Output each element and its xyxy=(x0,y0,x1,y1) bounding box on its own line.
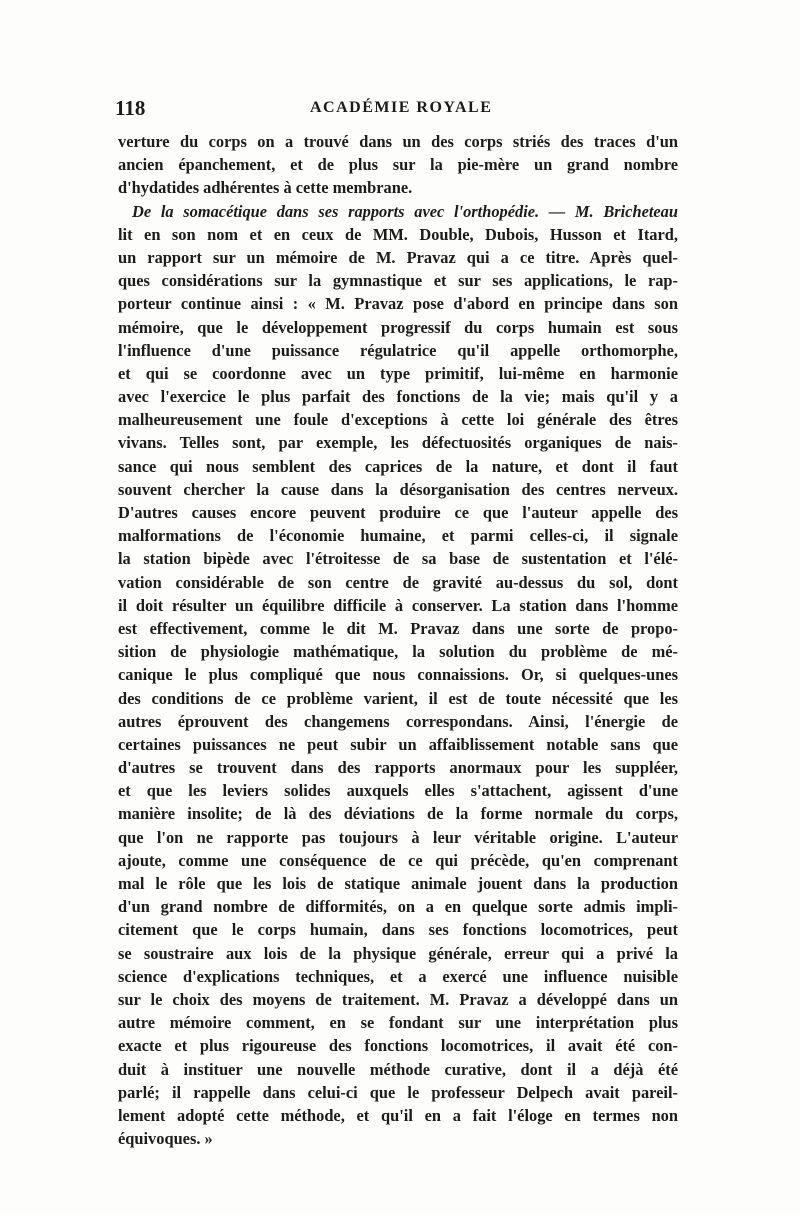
text-line: des conditions de ce problème varient, il est de toute nécessité que les xyxy=(118,688,678,708)
text-line: d'autres se trouvent dans des rapports anormaux pour les suppléer, xyxy=(118,758,678,778)
text-line: sition de physiologie mathématique, la solution du problème de mé- xyxy=(118,642,678,662)
text-line: citement que le corps humain, dans ses fonctions locomotrices, peut xyxy=(118,920,678,940)
text-line: mémoire, que le développement progressif du corps humain est sous xyxy=(118,317,678,337)
text-line: ques considérations sur la gymnastique et sur ses applications, le rap- xyxy=(118,271,678,291)
text-line: lement adopté cette méthode, et qu'il en a fait l'éloge en termes non xyxy=(118,1105,678,1125)
text-line: équivoques. » xyxy=(118,1129,213,1149)
text-line: que l'on ne rapporte pas toujours à leur véritable origine. L'auteur xyxy=(118,827,678,847)
text-line: ajoute, comme une conséquence de ce qui précède, qu'en comprenant xyxy=(118,850,678,870)
text-line: il doit résulter un équilibre difficile à conserver. La station dans l'homme xyxy=(118,595,678,615)
text-line: D'autres causes encore peuvent produire ce que l'auteur appelle des xyxy=(118,503,678,522)
text-line: malheureusement une foule d'exceptions à cette loi générale des êtres xyxy=(118,410,678,430)
page-header xyxy=(115,96,680,122)
text-line: malformations de l'économie humaine, et parmi celles-ci, il signale xyxy=(118,526,678,546)
page-number: 118 xyxy=(115,96,146,120)
text-line: souvent chercher la cause dans la désorganisation des centres nerveux. xyxy=(118,479,678,499)
text-line: autres éprouvent des changemens correspondans. Ainsi, l'énergie de xyxy=(118,711,678,731)
text-line: se soustraire aux lois de la physique générale, erreur qui a privé la xyxy=(118,943,678,963)
text-line: ancien épanchement, et de plus sur la pie-mère un grand nombre xyxy=(118,155,678,175)
text-line: canique le plus compliqué que nous connaissions. Or, si quelques-unes xyxy=(118,665,678,685)
running-head: ACADÉMIE ROYALE xyxy=(310,99,493,116)
text-line: porteur continue ainsi : « M. Pravaz pose d'abord en principe dans son xyxy=(118,294,678,314)
text-line: est effectivement, comme le dit M. Pravaz dans une sorte de propo- xyxy=(118,618,678,638)
text-line: lit en son nom et en ceux de MM. Double, Dubois, Husson et Itard, xyxy=(118,224,678,244)
text-line: parlé; il rappelle dans celui-ci que le professeur Delpech avait pareil- xyxy=(118,1082,678,1102)
text-line: d'un grand nombre de difformités, on a en quelque sorte admis impli- xyxy=(118,897,678,917)
body-text xyxy=(118,130,678,1150)
text-line: duit à instituer une nouvelle méthode curative, dont il a déjà été xyxy=(118,1059,678,1079)
text-line: science d'explications techniques, et a exercé une influence nuisible xyxy=(118,966,678,986)
text-line: mal le rôle que les lois de statique animale jouent dans la production xyxy=(118,874,678,893)
text-line: d'hydatides adhérentes à cette membrane. xyxy=(118,178,413,198)
text-line: l'influence d'une puissance régulatrice qu'il appelle orthomorphe, xyxy=(118,340,678,360)
text-line: la station bipède avec l'étroitesse de sa base de sustentation et l'élé- xyxy=(118,549,678,569)
text-line: un rapport sur un mémoire de M. Pravaz qui a ce titre. Après quel- xyxy=(118,247,678,267)
text-line: sance qui nous semblent des caprices de la nature, et dont il faut xyxy=(118,456,678,476)
text-line: verture du corps on a trouvé dans un des corps striés des traces d'un xyxy=(118,132,678,151)
text-line: vivans. Telles sont, par exemple, les défectuosités organiques de nais- xyxy=(118,433,678,453)
text-line: et que les leviers solides auxquels elles s'attachent, agissent d'une xyxy=(118,781,678,801)
text-line: exacte et plus rigoureuse des fonctions locomotrices, il avait été con- xyxy=(118,1036,678,1056)
text-line: et qui se coordonne avec un type primitif, lui-même en harmonie xyxy=(118,363,678,383)
text-line: manière insolite; de là des déviations de la forme normale du corps, xyxy=(118,804,678,824)
text-line: autre mémoire comment, en se fondant sur une interprétation plus xyxy=(118,1013,678,1033)
text-line: vation considérable de son centre de gravité au-dessus du sol, dont xyxy=(118,572,678,592)
section-heading-line: De la somacétique dans ses rapports avec l'orthopédie. — M. Bricheteau xyxy=(132,201,678,221)
text-line: sur le choix des moyens de traitement. M. Pravaz a développé dans un xyxy=(118,989,678,1009)
text-line: avec l'exercice le plus parfait des fonctions de la vie; mais qu'il y a xyxy=(118,387,678,407)
text-line: certaines puissances ne peut subir un affaiblissement notable sans que xyxy=(118,734,678,754)
